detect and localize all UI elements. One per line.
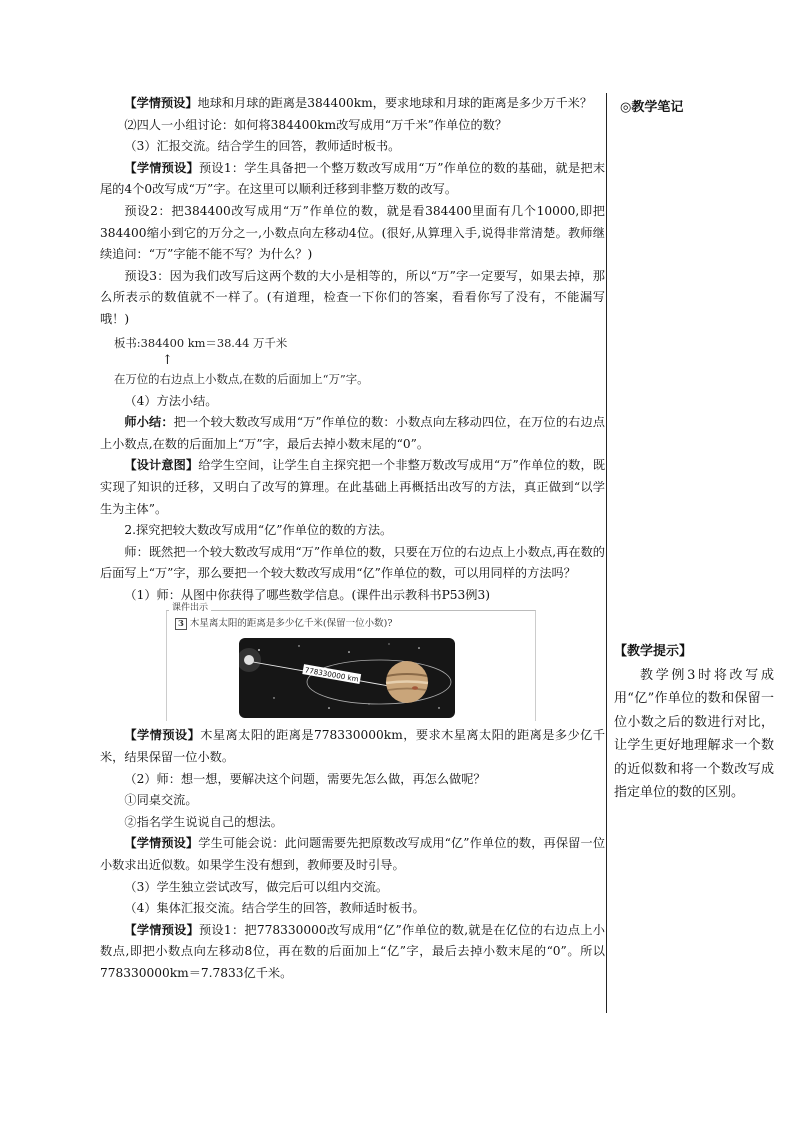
paragraph: ②指名学生说说自己的想法。 [124,814,283,829]
blackboard-notes [114,333,605,389]
paragraph: ①同桌交流。 [124,793,198,808]
example-number: 3 [175,618,187,630]
figure-question-text: 木星离太阳的距离是多少亿千米(保留一位小数)? [189,618,393,630]
paragraph [100,833,605,876]
paragraph [100,455,605,520]
teaching-tip-title: 【教学提示】 [614,644,693,659]
paragraph: 预设2：把384400改写成用“万”作单位的数，就是看384400里面有几个10000,即把384400缩小到它的万分之一,小数点向左移动4位。(很好,从算理入手,说得非常清楚。教师继续追问：“万”字能不能不写？为什么？) [100,203,605,262]
up-arrow-icon: ↑ [162,352,173,368]
tag-design-intent: 【设计意图】 [124,458,199,473]
paragraph-text: 给学生空间，让学生自主探究把一个非整万数改写成用“万”作单位的数，既实现了知识的迁移，又明白了改写的算理。在此基础上再概括出改写的方法，真正做到“以学生为主体”。 [100,458,606,516]
paragraph-text: 学生可能会说：此问题需要先把原数改写成用“亿”作单位的数，再保留一位小数求出近似数。如果学生没有想到，教师要及时引导。 [100,836,606,873]
paragraph: （3）汇报交流。结合学生的回答，教师适时板书。 [124,139,401,154]
paragraph: （3）学生独立尝试改写，做完后可以组内交流。 [124,879,389,894]
paragraph: （4）方法小结。 [124,393,218,408]
tag-learning-preset: 【学情预设】 [124,836,199,851]
courseware-tag: 课件出示 [169,602,211,614]
teaching-tip-text: 教学例3时将改写成用“亿”作单位的数和保留一位小数之后的数进行对比，让学生更好地理解求一个数的近似数和将一个数改写成指定单位的数的区别。 [614,667,774,800]
lesson-body [100,93,605,985]
section-heading: 2.探究把较大数改写成用“亿”作单位的数的方法。 [124,523,393,538]
solar-system-illustration [239,638,455,718]
paragraph-text: 木星离太阳的距离是778330000km，要求木星离太阳的距离是多少亿千米，结果保留一位小数。 [100,728,606,765]
paragraph [100,412,605,455]
paragraph [100,158,605,201]
teaching-tip [614,640,774,805]
teaching-notes-title: ◎教学笔记 [620,100,684,115]
tag-learning-preset: 【学情预设】 [124,922,200,937]
tag-learning-preset: 【学情预设】 [124,160,199,175]
paragraph-text: 地球和月球的距离是384400km，要求地球和月球的距离是多少万千米？ [197,96,593,110]
paragraph [100,725,605,768]
paragraph: （2）师：想一想，要解决这个问题，需要先怎么做，再怎么做呢？ [124,771,486,786]
paragraph: （4）集体汇报交流。结合学生的回答，教师适时板书。 [124,901,425,916]
paragraph [100,920,605,985]
courseware-figure [166,603,536,721]
sun-icon [244,655,254,665]
paragraph-text: 把一个较大数改写成用“万”作单位的数：小数点向左移动四位，在万位的右边点上小数点,在数的后面加上“万”字，最后去掉小数末尾的“0”。 [100,415,605,451]
paragraph: 预设3：因为我们改写后这两个数的大小是相等的，所以“万”字一定要写，如果去掉，那么所表示的数值就不一样了。(有道理，检查一下你们的答案，看看你写了没有，不能漏写哦！) [100,268,605,326]
tag-learning-preset: 【学情预设】 [124,96,198,110]
tag-teacher-summary: 师小结： [124,415,174,430]
paragraph-text: 预设1：学生具备把一个整万数改写成用“万”作单位的数的基础，就是把末尾的4个0改写成“万”字。在这里可以顺利迁移到非整万数的改写。 [100,160,606,197]
board-note: 在万位的右边点上小数点,在数的后面加上“万”字。 [114,371,369,386]
tag-learning-preset: 【学情预设】 [124,728,201,743]
distance-label: 778330000 km [303,665,360,685]
paragraph: 师：既然把一个较大数改写成用“万”作单位的数，只要在万位的右边点上小数点,再在数的后面写上“万”字，那么要把一个较大数改写成用“亿”作单位的数，可以用同样的方法吗？ [100,544,605,581]
paragraph-text: 预设1：把778330000改写成用“亿”作单位的数,就是在亿位的右边点上小数点,即把小数点向左移动8位，再在数的后面加上“亿”字，最后去掉小数末尾的“0”。所以778330000km＝7.7833亿千米。 [100,922,605,980]
figure-question [175,617,392,631]
paragraph: ⑵四人一小组讨论：如何将384400km改写成用“万千米”作单位的数？ [124,117,508,132]
column-divider [606,93,607,1013]
board-formula: 板书:384400 km＝38.44 万千米 [114,335,288,350]
paragraph [100,93,605,115]
paragraph: （1）师：从图中你获得了哪些数学信息。(课件出示教科书P53例3) [124,587,490,602]
solar-system-image [239,638,455,718]
orbit-line [307,660,451,704]
